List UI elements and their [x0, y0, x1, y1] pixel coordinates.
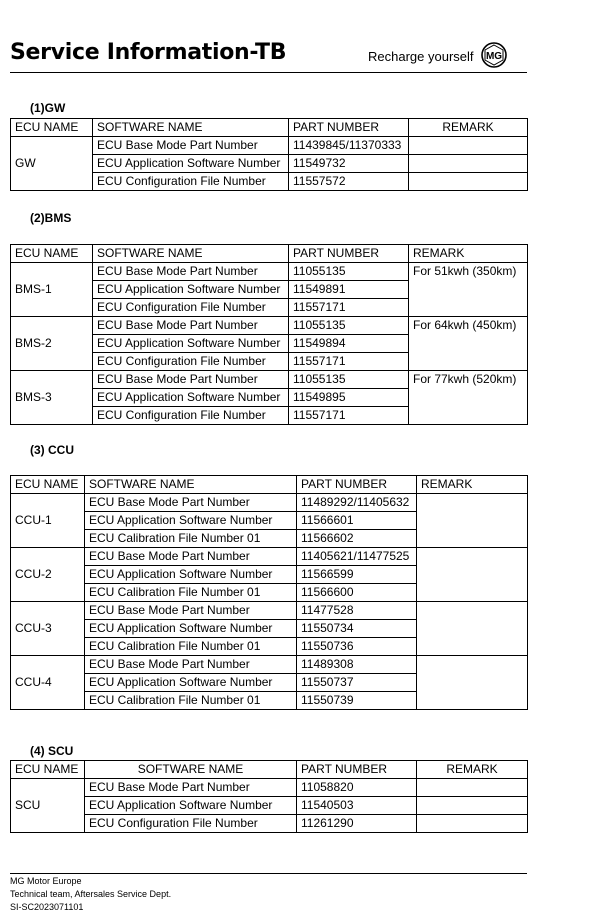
software-name: ECU Application Software Number	[93, 389, 289, 407]
software-name: ECU Configuration File Number	[93, 299, 289, 317]
part-number: 11566600	[297, 584, 417, 602]
column-header: ECU NAME	[11, 245, 93, 263]
ecu-name: SCU	[11, 779, 85, 833]
remark-cell	[417, 797, 528, 815]
part-number: 11550737	[297, 674, 417, 692]
software-name: ECU Application Software Number	[85, 566, 297, 584]
column-header: ECU NAME	[11, 761, 85, 779]
ecu-name: CCU-4	[11, 656, 85, 710]
part-number: 11566602	[297, 530, 417, 548]
software-name: ECU Application Software Number	[85, 512, 297, 530]
software-name: ECU Application Software Number	[85, 674, 297, 692]
page-title: Service Information-TB	[10, 40, 287, 65]
remark: For 51kwh (350km)	[409, 263, 528, 317]
column-header: ECU NAME	[11, 119, 93, 137]
section-heading-gw: (1)GW	[30, 101, 66, 115]
part-number: 11550739	[297, 692, 417, 710]
ccu-table	[10, 475, 528, 710]
software-name: ECU Application Software Number	[85, 797, 297, 815]
remark: For 77kwh (520km)	[409, 371, 528, 425]
remark-cell	[417, 815, 528, 833]
part-number: 11489308	[297, 656, 417, 674]
part-number: 11566599	[297, 566, 417, 584]
part-number: 11261290	[297, 815, 417, 833]
software-name: ECU Calibration File Number 01	[85, 584, 297, 602]
part-number: 11557171	[289, 299, 409, 317]
remark-cell	[409, 173, 528, 191]
software-name: ECU Application Software Number	[85, 620, 297, 638]
part-number: 11058820	[297, 779, 417, 797]
software-name: ECU Configuration File Number	[93, 173, 289, 191]
column-header: REMARK	[417, 761, 528, 779]
column-header: PART NUMBER	[289, 245, 409, 263]
header-rule	[10, 72, 527, 73]
scu-table	[10, 760, 528, 833]
table-row	[11, 548, 528, 566]
column-header: SOFTWARE NAME	[93, 245, 289, 263]
footer-company: MG Motor Europe	[10, 876, 82, 886]
software-name: ECU Application Software Number	[93, 155, 289, 173]
remark-cell	[417, 548, 528, 602]
footer-rule	[10, 873, 527, 874]
column-header: PART NUMBER	[297, 761, 417, 779]
table-row	[11, 494, 528, 512]
table-row	[11, 263, 528, 281]
column-header: SOFTWARE NAME	[85, 476, 297, 494]
remark-cell	[417, 656, 528, 710]
ecu-name: BMS-1	[11, 263, 93, 317]
remark-cell	[409, 137, 528, 155]
software-name: ECU Calibration File Number 01	[85, 692, 297, 710]
part-number: 11540503	[297, 797, 417, 815]
bms-table	[10, 244, 528, 425]
table-row	[11, 797, 528, 815]
part-number: 11549894	[289, 335, 409, 353]
software-name: ECU Configuration File Number	[93, 353, 289, 371]
gw-table	[10, 118, 528, 191]
ecu-name: CCU-2	[11, 548, 85, 602]
column-header: REMARK	[409, 245, 528, 263]
svg-text:MG: MG	[485, 51, 503, 62]
table-header-row	[11, 761, 528, 779]
software-name: ECU Calibration File Number 01	[85, 638, 297, 656]
software-name: ECU Base Mode Part Number	[85, 656, 297, 674]
table-row	[11, 317, 528, 335]
table-row	[11, 602, 528, 620]
tagline: Recharge yourself	[368, 49, 474, 64]
table-row	[11, 779, 528, 797]
software-name: ECU Base Mode Part Number	[93, 317, 289, 335]
remark-cell	[409, 155, 528, 173]
software-name: ECU Base Mode Part Number	[85, 494, 297, 512]
software-name: ECU Base Mode Part Number	[85, 548, 297, 566]
part-number: 11439845/11370333	[289, 137, 409, 155]
part-number: 11557171	[289, 353, 409, 371]
ecu-name: CCU-3	[11, 602, 85, 656]
software-name: ECU Configuration File Number	[85, 815, 297, 833]
part-number: 11477528	[297, 602, 417, 620]
column-header: SOFTWARE NAME	[85, 761, 297, 779]
software-name: ECU Base Mode Part Number	[93, 263, 289, 281]
table-row	[11, 656, 528, 674]
column-header: SOFTWARE NAME	[93, 119, 289, 137]
part-number: 11055135	[289, 263, 409, 281]
software-name: ECU Configuration File Number	[93, 407, 289, 425]
part-number: 11550736	[297, 638, 417, 656]
part-number: 11549732	[289, 155, 409, 173]
software-name: ECU Calibration File Number 01	[85, 530, 297, 548]
part-number: 11055135	[289, 371, 409, 389]
footer-document-id: SI-SC2023071101	[10, 902, 84, 912]
footer	[10, 875, 171, 914]
table-row	[11, 815, 528, 833]
part-number: 11549891	[289, 281, 409, 299]
remark: For 64kwh (450km)	[409, 317, 528, 371]
footer-department: Technical team, Aftersales Service Dept.	[10, 889, 172, 899]
part-number: 11550734	[297, 620, 417, 638]
mg-logo-icon	[481, 42, 507, 68]
ecu-name: GW	[11, 137, 93, 191]
part-number: 11557572	[289, 173, 409, 191]
remark-cell	[417, 779, 528, 797]
table-row	[11, 371, 528, 389]
section-heading-scu: (4) SCU	[30, 744, 74, 758]
ecu-name: BMS-2	[11, 317, 93, 371]
part-number: 11405621/11477525	[297, 548, 417, 566]
remark-cell	[417, 494, 528, 548]
remark-cell	[417, 602, 528, 656]
section-heading-ccu: (3) CCU	[30, 443, 74, 457]
part-number: 11557171	[289, 407, 409, 425]
table-header-row	[11, 119, 528, 137]
part-number: 11566601	[297, 512, 417, 530]
ecu-name: BMS-3	[11, 371, 93, 425]
part-number: 11489292/11405632	[297, 494, 417, 512]
column-header: REMARK	[409, 119, 528, 137]
column-header: ECU NAME	[11, 476, 85, 494]
column-header: PART NUMBER	[297, 476, 417, 494]
column-header: REMARK	[417, 476, 528, 494]
software-name: ECU Application Software Number	[93, 335, 289, 353]
software-name: ECU Base Mode Part Number	[85, 602, 297, 620]
software-name: ECU Base Mode Part Number	[93, 137, 289, 155]
column-header: PART NUMBER	[289, 119, 409, 137]
part-number: 11549895	[289, 389, 409, 407]
table-header-row	[11, 245, 528, 263]
part-number: 11055135	[289, 317, 409, 335]
software-name: ECU Application Software Number	[93, 281, 289, 299]
software-name: ECU Base Mode Part Number	[85, 779, 297, 797]
ecu-name: CCU-1	[11, 494, 85, 548]
section-heading-bms: (2)BMS	[30, 211, 72, 225]
software-name: ECU Base Mode Part Number	[93, 371, 289, 389]
table-header-row	[11, 476, 528, 494]
table-row	[11, 137, 528, 155]
